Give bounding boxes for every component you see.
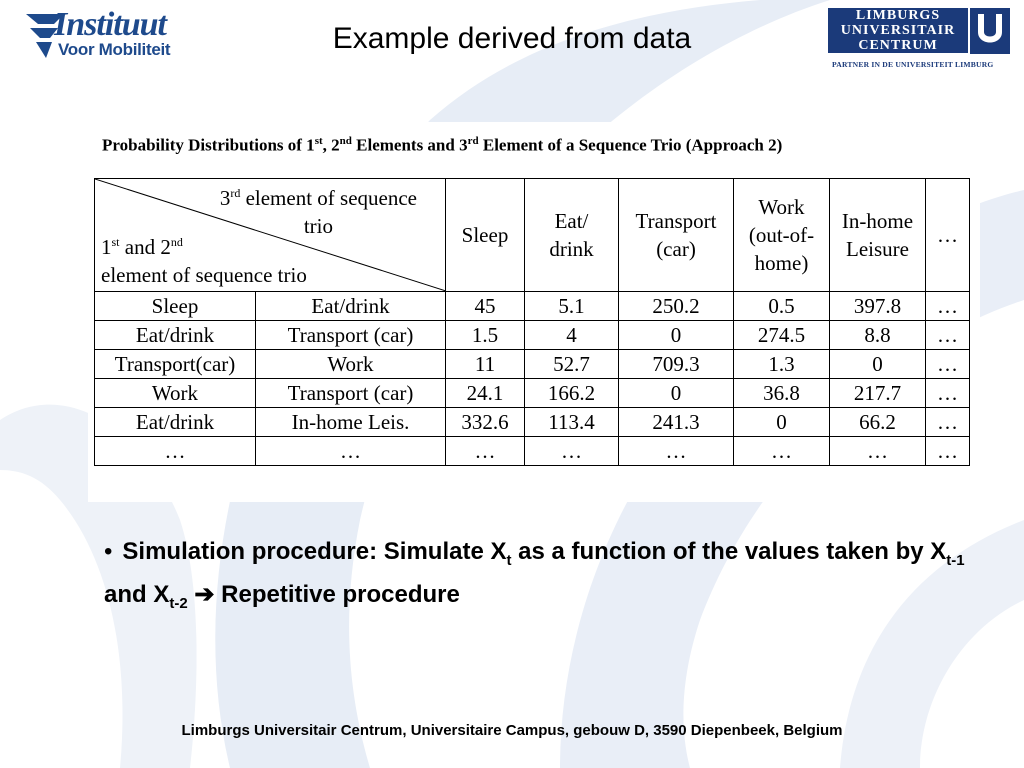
value-cell: … <box>619 437 734 466</box>
corner-bottom-line2: element of sequence trio <box>101 263 307 287</box>
first-element-cell: Transport(car) <box>95 350 256 379</box>
column-header: … <box>926 179 970 292</box>
value-cell: 397.8 <box>830 292 926 321</box>
bullet-sub-3: t-2 <box>169 594 188 612</box>
value-cell: 36.8 <box>734 379 830 408</box>
value-cell: 241.3 <box>619 408 734 437</box>
value-cell: 52.7 <box>525 350 619 379</box>
value-cell: … <box>926 408 970 437</box>
corner-header-cell <box>95 179 446 292</box>
first-element-cell: Eat/drink <box>95 321 256 350</box>
logo-left-main-text: Instituut <box>54 6 166 43</box>
value-cell: … <box>926 379 970 408</box>
table-row <box>95 292 970 321</box>
corner-top-sup: rd <box>230 186 241 200</box>
bullet-sub-2: t-1 <box>946 551 965 569</box>
column-header: Work (out-of- home) <box>734 179 830 292</box>
table-header-row <box>95 179 970 292</box>
first-element-cell: Eat/drink <box>95 408 256 437</box>
value-cell: 1.3 <box>734 350 830 379</box>
value-cell: 217.7 <box>830 379 926 408</box>
second-element-cell: … <box>256 437 446 466</box>
column-header: Transport (car) <box>619 179 734 292</box>
second-element-cell: Work <box>256 350 446 379</box>
table-row <box>95 437 970 466</box>
corner-bottom-s2: nd <box>170 235 183 249</box>
bullet-part-2: as a function of the values taken by X <box>511 538 947 565</box>
bullet-sub-1: t <box>506 551 512 569</box>
slide-title: Example derived from data <box>332 22 692 55</box>
logo-right-line-1: LIMBURGS <box>828 8 968 23</box>
second-element-cell: Transport (car) <box>256 321 446 350</box>
caption-sup-1: st <box>314 135 323 147</box>
university-emblem-icon <box>970 6 1010 56</box>
value-cell: … <box>926 292 970 321</box>
second-element-cell: Eat/drink <box>256 292 446 321</box>
value-cell: 4 <box>525 321 619 350</box>
value-cell: … <box>830 437 926 466</box>
corner-top-pre: 3 <box>219 186 231 210</box>
table-caption <box>102 135 782 156</box>
value-cell: 8.8 <box>830 321 926 350</box>
bullet-point <box>104 535 974 621</box>
logo-right-line-2: UNIVERSITAIR <box>828 23 968 38</box>
value-cell: 113.4 <box>525 408 619 437</box>
second-element-cell: Transport (car) <box>256 379 446 408</box>
value-cell: 0 <box>734 408 830 437</box>
value-cell: 5.1 <box>525 292 619 321</box>
value-cell: … <box>446 437 525 466</box>
value-cell: … <box>926 321 970 350</box>
value-cell: … <box>734 437 830 466</box>
value-cell: 0 <box>830 350 926 379</box>
bullet-part-4: Repetitive procedure <box>214 580 460 608</box>
column-header: Sleep <box>446 179 525 292</box>
corner-top-post: element of sequence <box>240 186 417 210</box>
value-cell: … <box>926 437 970 466</box>
value-cell: 0.5 <box>734 292 830 321</box>
probability-table <box>94 178 970 466</box>
table-row <box>95 321 970 350</box>
value-cell: 11 <box>446 350 525 379</box>
value-cell: 0 <box>619 321 734 350</box>
value-cell: … <box>926 350 970 379</box>
caption-part-1: Probability Distributions of 1 <box>102 135 315 155</box>
table-row <box>95 350 970 379</box>
value-cell: 1.5 <box>446 321 525 350</box>
first-element-cell: Sleep <box>95 292 256 321</box>
caption-part-2: , 2 <box>322 135 340 155</box>
first-element-cell: Work <box>95 379 256 408</box>
logo-left-sub-text: Voor Mobiliteit <box>58 40 171 59</box>
corner-bottom-s1: st <box>111 235 120 249</box>
bullet-part-3: and X <box>104 580 170 608</box>
caption-sup-3: rd <box>467 135 479 147</box>
corner-bottom-p2: and 2 <box>119 235 171 259</box>
value-cell: 166.2 <box>525 379 619 408</box>
corner-top-line2: trio <box>303 214 333 238</box>
value-cell: 709.3 <box>619 350 734 379</box>
second-element-cell: In-home Leis. <box>256 408 446 437</box>
value-cell: 66.2 <box>830 408 926 437</box>
table-body <box>95 292 970 466</box>
value-cell: 24.1 <box>446 379 525 408</box>
logo-right-line-3: CENTRUM <box>828 38 968 53</box>
column-header: In-home Leisure <box>830 179 926 292</box>
footer-address: Limburgs Universitair Centrum, Universitaire Campus, gebouw D, 3590 Diepenbeek, Belgium <box>181 722 843 739</box>
first-element-cell: … <box>95 437 256 466</box>
table-row <box>95 408 970 437</box>
corner-bottom-p1: 1 <box>101 235 112 259</box>
value-cell: 274.5 <box>734 321 830 350</box>
value-cell: 332.6 <box>446 408 525 437</box>
value-cell: 250.2 <box>619 292 734 321</box>
value-cell: 0 <box>619 379 734 408</box>
logo-right-partner-text: PARTNER IN DE UNIVERSITEIT LIMBURG <box>832 60 994 69</box>
right-arrow-icon: ➔ <box>194 580 215 608</box>
value-cell: 45 <box>446 292 525 321</box>
bullet-part-1: Simulation procedure: Simulate X <box>122 538 507 565</box>
probability-table-panel <box>88 122 980 502</box>
limburgs-universitair-centrum-logo <box>828 8 1012 74</box>
table-row <box>95 379 970 408</box>
value-cell: … <box>525 437 619 466</box>
caption-part-3: Elements and 3 <box>351 135 468 155</box>
caption-part-4: Element of a Sequence Trio (Approach 2) <box>478 135 783 155</box>
caption-sup-2: nd <box>339 135 352 147</box>
column-header: Eat/ drink <box>525 179 619 292</box>
logo-right-name <box>828 8 968 56</box>
corner-bottom-label <box>101 228 307 289</box>
bullet-dot-icon: • <box>104 538 113 565</box>
